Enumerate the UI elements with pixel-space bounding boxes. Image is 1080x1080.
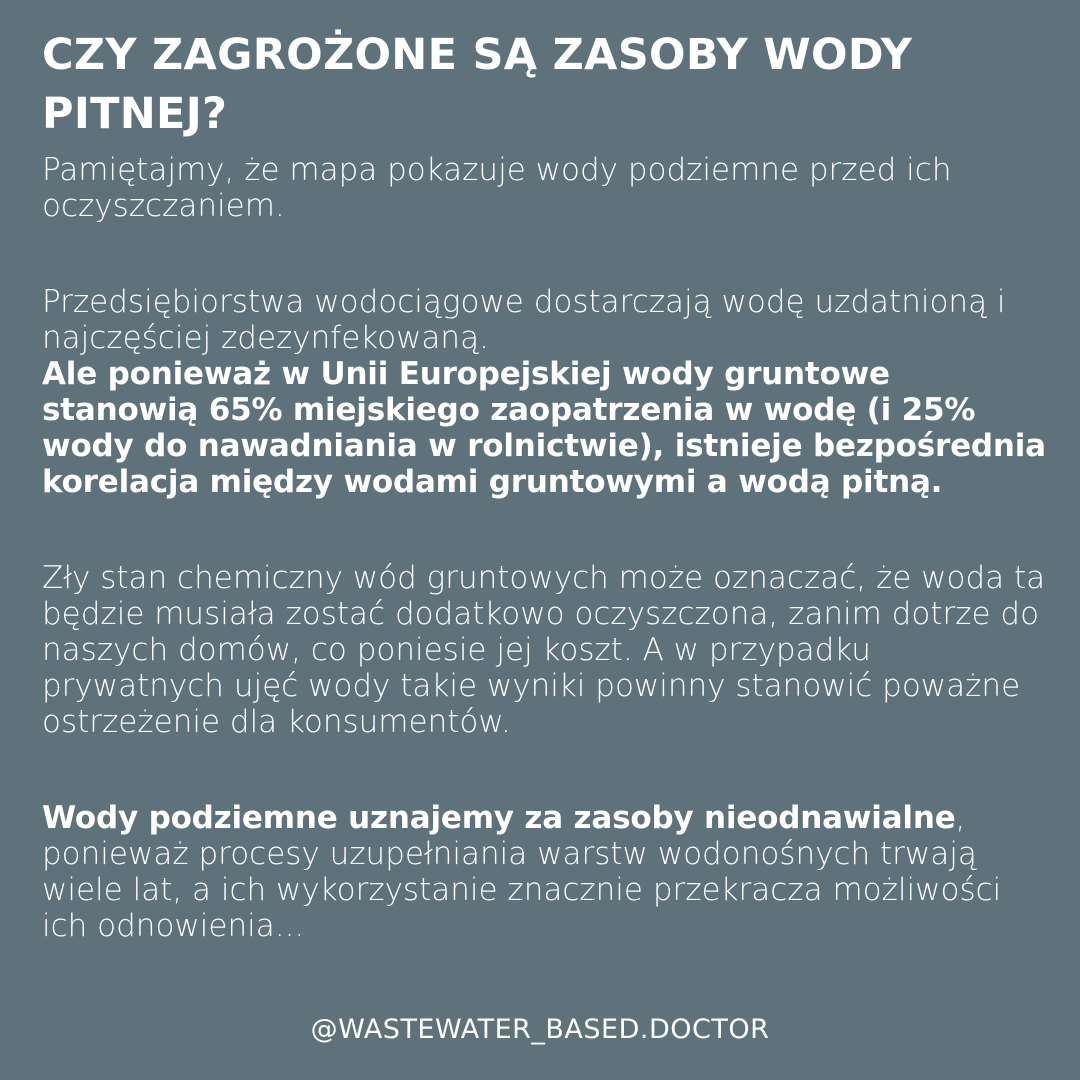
page-title: CZY ZAGROŻONE SĄ ZASOBY WODY PITNEJ? — [42, 30, 913, 139]
account-handle: @WASTEWATER_BASED.DOCTOR — [310, 1014, 770, 1045]
spacer — [42, 740, 1052, 800]
nonrenewable-emphasis: Wody podziemne uznajemy za zasoby nieodnawialne — [42, 800, 956, 836]
paragraph-chemical-state: Zły stan chemiczny wód gruntowych może oznaczać, że woda ta będzie musiała zostać dodatkowo oczyszczona, zanim dotrze do naszych domów, co poniesie jej koszt. A w przypadku prywatnych ujęć wody takie wyniki powinny stanowić poważne ostrzeżenie dla konsumentów. — [42, 560, 1046, 740]
article-body — [42, 152, 1052, 944]
paragraph-intro: Pamiętajmy, że mapa pokazuje wody podziemne przed ich oczyszczaniem. — [42, 152, 952, 224]
paragraph-water-utilities: Przedsiębiorstwa wodociągowe dostarczają wodę uzdatnioną i najczęściej zdezynfekowaną. — [42, 284, 1006, 356]
nonrenewable-explanation: , ponieważ procesy uzupełniania warstw wodonośnych trwają wiele lat, a ich wykorzystanie znacznie przekracza możliwości ich odnowienia... — [42, 800, 1002, 944]
paragraph-nonrenewable — [42, 800, 1052, 944]
paragraph-groundwater-share: Ale ponieważ w Unii Europejskiej wody gruntowe stanowią 65% miejskiego zaopatrzenia w wodę (i 25% wody do nawadniania w rolnictwie), istnieje bezpośrednia korelacja między wodami gruntowymi a wodą pitną. — [42, 356, 1046, 500]
spacer — [42, 224, 1052, 284]
spacer — [42, 500, 1052, 560]
